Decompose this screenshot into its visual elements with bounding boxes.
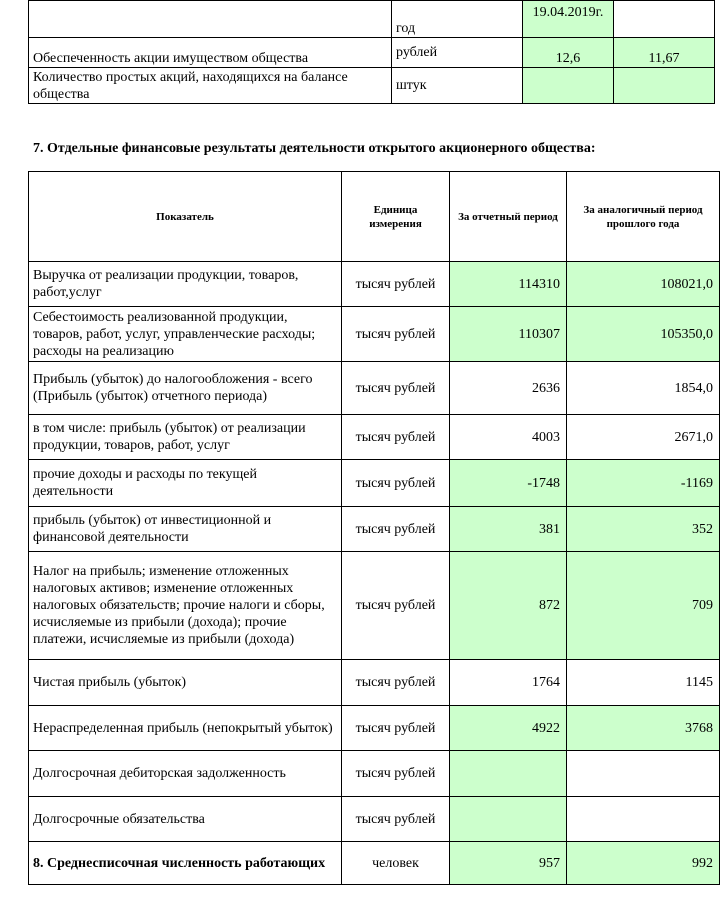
previous-period-cell: [614, 68, 715, 104]
indicator-cell: Себестоимость реализованной продукции, товаров, работ, услуг, управленческие расходы; расходы на реализацию: [29, 307, 342, 362]
table-row: [29, 706, 720, 751]
header-previous-period: За аналогичный период прошлого года: [567, 172, 720, 262]
previous-period-cell: 352: [567, 507, 720, 552]
table-row: [29, 842, 720, 885]
indicator-cell: Прибыль (убыток) до налогообложения - всего (Прибыль (убыток) отчетного периода): [29, 362, 342, 415]
indicator-cell: Обеспеченность акции имуществом общества: [29, 38, 392, 68]
header-indicator: Показатель: [29, 172, 342, 262]
shares-table: [28, 0, 715, 104]
current-period-cell: 110307: [450, 307, 567, 362]
indicator-cell: в том числе: прибыль (убыток) от реализации продукции, товаров, работ, услуг: [29, 415, 342, 460]
indicator-cell: Долгосрочная дебиторская задолженность: [29, 751, 342, 797]
table-row: [29, 307, 720, 362]
unit-cell: тысяч рублей: [342, 797, 450, 842]
header-row: [29, 172, 720, 262]
current-period-cell: 4922: [450, 706, 567, 751]
previous-period-cell: 1854,0: [567, 362, 720, 415]
table-row: [29, 415, 720, 460]
table-row: [29, 660, 720, 706]
unit-cell: тысяч рублей: [342, 307, 450, 362]
previous-period-cell: 1145: [567, 660, 720, 706]
unit-cell: тысяч рублей: [342, 262, 450, 307]
unit-cell: рублей: [392, 38, 523, 68]
headcount-label: 8. Среднесписочная численность работающих: [29, 842, 342, 885]
previous-period-cell: 105350,0: [567, 307, 720, 362]
current-period-cell: 114310: [450, 262, 567, 307]
unit-cell: год: [392, 1, 523, 38]
unit-cell: тысяч рублей: [342, 507, 450, 552]
current-period-cell: 2636: [450, 362, 567, 415]
previous-period-cell: 11,67: [614, 38, 715, 68]
indicator-cell: Выручка от реализации продукции, товаров, работ,услуг: [29, 262, 342, 307]
table-row: [29, 552, 720, 660]
current-period-cell: 19.04.2019г.: [523, 1, 614, 38]
unit-cell: тысяч рублей: [342, 460, 450, 507]
indicator-cell: Нераспределенная прибыль (непокрытый убыток): [29, 706, 342, 751]
table-row: [29, 38, 715, 68]
indicator-cell: [29, 1, 392, 38]
current-period-cell: 957: [450, 842, 567, 885]
indicator-cell: Чистая прибыль (убыток): [29, 660, 342, 706]
previous-period-cell: [614, 1, 715, 38]
current-period-cell: [523, 68, 614, 104]
previous-period-cell: 992: [567, 842, 720, 885]
current-period-cell: -1748: [450, 460, 567, 507]
financial-results-table: [28, 171, 720, 885]
unit-cell: штук: [392, 68, 523, 104]
table-row: [29, 1, 715, 38]
table-row: [29, 751, 720, 797]
previous-period-cell: 108021,0: [567, 262, 720, 307]
current-period-cell: [450, 797, 567, 842]
table-row: [29, 797, 720, 842]
previous-period-cell: [567, 797, 720, 842]
indicator-cell: прибыль (убыток) от инвестиционной и финансовой деятельности: [29, 507, 342, 552]
current-period-cell: 872: [450, 552, 567, 660]
table-row: [29, 68, 715, 104]
table-row: [29, 507, 720, 552]
indicator-cell: Долгосрочные обязательства: [29, 797, 342, 842]
current-period-cell: [450, 751, 567, 797]
table-row: [29, 362, 720, 415]
previous-period-cell: [567, 751, 720, 797]
indicator-cell: Количество простых акций, находящихся на балансе общества: [29, 68, 392, 104]
unit-cell: тысяч рублей: [342, 362, 450, 415]
previous-period-cell: 709: [567, 552, 720, 660]
indicator-cell: Налог на прибыль; изменение отложенных налоговых активов; изменение отложенных налоговых обязательств; прочие налоги и сборы, исчисляемые из прибыли (дохода); прочие платежи, исчисляемые из прибыли (дохода): [29, 552, 342, 660]
unit-cell: тысяч рублей: [342, 660, 450, 706]
current-period-cell: 12,6: [523, 38, 614, 68]
current-period-cell: 381: [450, 507, 567, 552]
table-row: [29, 262, 720, 307]
unit-cell: тысяч рублей: [342, 706, 450, 751]
previous-period-cell: 3768: [567, 706, 720, 751]
unit-cell: тысяч рублей: [342, 751, 450, 797]
previous-period-cell: 2671,0: [567, 415, 720, 460]
current-period-cell: 4003: [450, 415, 567, 460]
indicator-cell: прочие доходы и расходы по текущей деятельности: [29, 460, 342, 507]
section-7-heading: 7. Отдельные финансовые результаты деятельности открытого акционерного общества:: [33, 141, 596, 156]
unit-cell: тысяч рублей: [342, 415, 450, 460]
unit-cell: тысяч рублей: [342, 552, 450, 660]
header-current-period: За отчетный период: [450, 172, 567, 262]
unit-cell: человек: [342, 842, 450, 885]
current-period-cell: 1764: [450, 660, 567, 706]
table-row: [29, 460, 720, 507]
header-unit: Единица измерения: [342, 172, 450, 262]
previous-period-cell: -1169: [567, 460, 720, 507]
